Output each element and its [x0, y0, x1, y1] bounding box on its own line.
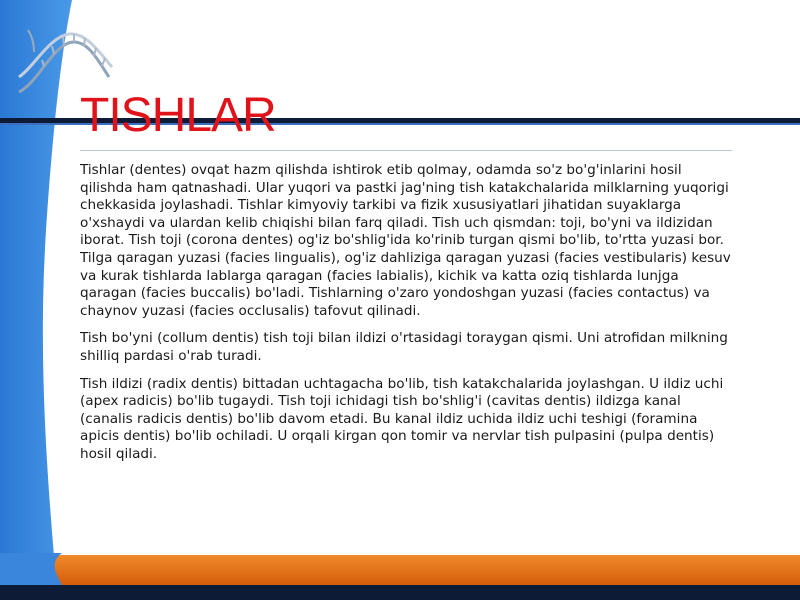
content-divider [80, 150, 732, 151]
bottom-navy-band [0, 585, 800, 600]
paragraph-crown: Tishlar (dentes) ovqat hazm qilishda ishtirok etib qolmay, odamda so'z bo'g'inlarini hosil qilishda ham qatnashadi. Ular yuqori va pastki jag'ning tish katakchalarida milklarning yuqorigi chekkasida joylashadi. Tishlar kimyoviy tarkibi va fizik xususiyatlari jihatidan suyaklarga o'xshaydi va ulardan kelib chiqishi bilan farq qiladi. Tish uch qismdan: toji, bo'yni va ildizidan iborat. Tish toji (corona dentes) og'iz bo'shlig'ida ko'rinib turgan qismi bo'lib, to'rtta yuzasi bor. Tilga qaragan yuzasi (facies lingualis), og'iz dahliziga qaragan yuzasi (facies vestibularis) kesuv va kurak tishlarda lablarga qaragan (facies labialis), kichik va katta oziq tishlarda lunjga qaragan (facies buccalis) bo'ladi. Tishlarning o'zaro yondoshgan yuzasi (facies contactus) va chaynov yuzasi (facies occlusalis) tafovut qilinadi. [80, 162, 731, 319]
bottom-orange-band [0, 553, 800, 585]
paragraph-neck: Tish bo'yni (collum dentis) tish toji bilan ildizi o'rtasidagi toraygan qismi. Uni atrofidan milkning shilliq pardasi o'rab turadi. [80, 330, 728, 364]
slide-body [80, 162, 735, 474]
paragraph-root: Tish ildizi (radix dentis) bittadan uchtagacha bo'lib, tish katakchalarida joylashgan. U ildiz uchi (apex radicis) bo'lib tugaydi. Tish toji ichidagi tish bo'shlig'i (cavitas dentis) ildizga kanal (canalis radicis dentis) bo'lib davom etadi. Bu kanal ildiz uchida ildiz uchi teshigi (foramina apicis dentis) bo'lib ochiladi. U orqali kirgan qon tomir va nervlar tish pulpasini (pulpa dentis) hosil qiladi. [80, 375, 724, 462]
slide-title: TISHLAR [80, 89, 276, 142]
